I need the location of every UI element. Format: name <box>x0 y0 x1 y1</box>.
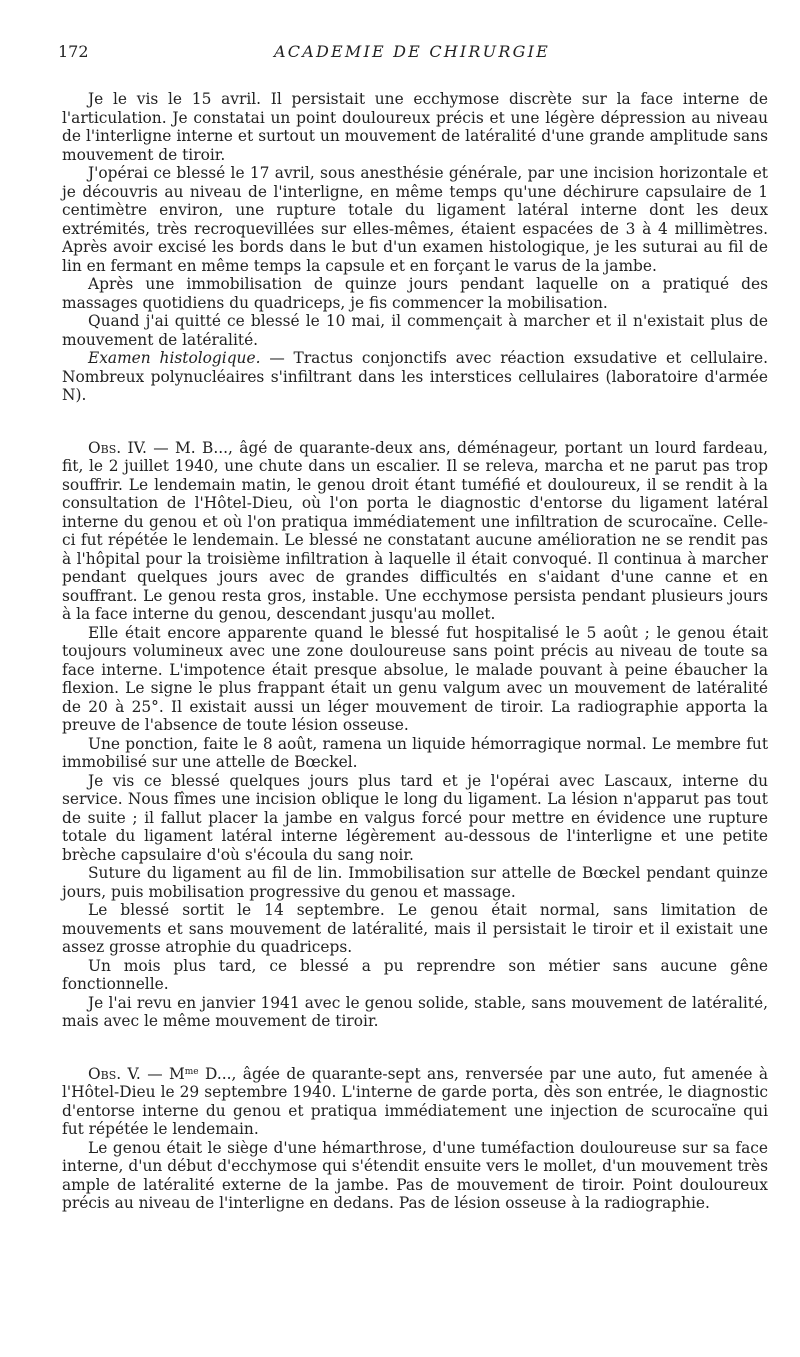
page-header <box>58 42 768 72</box>
page-number: 172 <box>58 42 89 61</box>
paragraph <box>62 994 768 1031</box>
paragraph-text: J'opérai ce blessé le 17 avril, sous anesthésie générale, par une incision horizontale et je découvris au niveau de l'interligne, en même temps qu'une déchirure capsulaire de 1 centimètre environ, une rupture totale du ligament latéral interne dont les deux extrémités, très recroquevillées sur elles-mêmes, étaient espacées de 3 à 4 millimètres. Après avoir excisé les bords dans le but d'un examen histologique, je les suturai au fil de lin en fermant en même temps la capsule et en forçant le varus de la jambe. <box>62 164 768 275</box>
paragraph-histology <box>62 349 768 405</box>
paragraph-text: Après une immobilisation de quinze jours pendant laquelle on a pratiqué des massages quotidiens du quadriceps, je fis commencer la mobilisation. <box>62 275 768 312</box>
paragraph-text: Je vis ce blessé quelques jours plus tard et je l'opérai avec Lascaux, interne du service. Nous fîmes une incision oblique le long du ligament. La lésion n'apparut pas tout de suite ; il fallut placer la jambe en valgus forcé pour mettre en évidence une rupture totale du ligament latéral interne légèrement au-dessous de l'interligne et une petite brèche capsulaire d'où s'écoula du sang noir. <box>62 771 768 864</box>
paragraph-text: Je l'ai revu en janvier 1941 avec le genou solide, stable, sans mouvement de latéralité, mais avec le même mouvement de tiroir. <box>62 993 768 1030</box>
paragraph <box>62 735 768 772</box>
paragraph-text: D..., âgée de quarante-sept ans, renversée par une auto, fut amenée à l'Hôtel-Dieu le 29 septembre 1940. L'interne de garde porta, dès son entrée, le diagnostic d'entorse interne du genou et pratiqua immédiatement une injection de scurocaïne qui fut répétée le lendemain. <box>62 1064 769 1138</box>
paragraph <box>62 624 768 735</box>
paragraph-text: Quand j'ai quitté ce blessé le 10 mai, il commençait à marcher et il n'existait plus de mouvement de latéralité. <box>62 312 768 349</box>
paragraph-text: Le blessé sortit le 14 septembre. Le genou était normal, sans limitation de mouvements et sans mouvement de latéralité, mais il persistait le tiroir et il existait une assez grosse atrophie du quadriceps. <box>62 901 768 956</box>
observation-v <box>62 1065 768 1139</box>
paragraph <box>62 275 768 312</box>
page <box>58 42 769 1213</box>
observation-iv <box>62 439 768 624</box>
paragraph <box>62 864 768 901</box>
article-body <box>62 90 768 1213</box>
title-prefix: — M <box>140 1064 185 1083</box>
paragraph <box>62 957 768 994</box>
paragraph <box>62 772 768 865</box>
paragraph-text: Une ponction, faite le 8 août, ramena un liquide hémorragique normal. Le membre fut immobilisé sur une attelle de Bœckel. <box>62 734 768 771</box>
paragraph-text: Elle était encore apparente quand le blessé fut hospitalisé le 5 août ; le genou était toujours volumineux avec une zone douloureuse sans point précis au niveau de toute sa face interne. L'impotence était presque absolue, le malade pouvant à peine ébaucher la flexion. Le signe le plus frappant était un genu valgum avec un mouvement de latéralité de 20 à 25°. Il existait aussi un léger mouvement de tiroir. La radiographie apporta la preuve de l'absence de toute lésion osseuse. <box>62 623 768 734</box>
paragraph <box>62 1139 768 1213</box>
paragraph-text: Le genou était le siège d'une hémarthrose, d'une tuméfaction douloureuse sur sa face interne, d'un début d'ecchymose qui s'étendit ensuite vers le mollet, d'un mouvement très ample de latéralité externe de la jambe. Pas de mouvement de tiroir. Point douloureux précis au niveau de l'interligne en dedans. Pas de lésion osseuse à la radiographie. <box>62 1138 768 1212</box>
paragraph-text: Un mois plus tard, ce blessé a pu reprendre son métier sans aucune gêne fonctionnelle. <box>62 956 768 993</box>
observation-label: Obs. IV. <box>88 438 147 457</box>
paragraph-text: Suture du ligament au fil de lin. Immobilisation sur attelle de Bœckel pendant quinze jours, puis mobilisation progressive du genou et massage. <box>62 864 768 901</box>
paragraph-text: Je le vis le 15 avril. Il persistait une ecchymose discrète sur la face interne de l'articulation. Je constatai un point douloureux précis et une légère dépression au niveau de l'interligne interne et surtout un mouvement de latéralité d'une grande amplitude sans mouvement de tiroir. <box>62 90 768 164</box>
paragraph <box>62 164 768 275</box>
paragraph-text: — M. B..., âgé de quarante-deux ans, déménageur, portant un lourd fardeau, fit, le 2 juillet 1940, une chute dans un escalier. Il se releva, marcha et ne parut pas trop souffrir. Le lendemain matin, le genou droit étant tuméfié et douloureux, il se rendit à la consultation de l'Hôtel-Dieu, où l'on porta le diagnostic d'entorse du ligament latéral interne du genou et où l'on pratiqua immédiatement une infiltration de scurocaïne. Celle-ci fut répétée le lendemain. Le blessé ne constatant aucune amélioration ne se rendit pas à l'hôpital pour la troisième infiltration à laquelle il était convoqué. Il continua à marcher pendant quelques jours avec de grandes difficultés en s'aidant d'une canne et en souffrant. Le genou resta gros, instable. Une ecchymose persista pendant plusieurs jours à la face interne du genou, descendant jusqu'au mollet. <box>62 438 768 623</box>
observation-label: Obs. V. <box>88 1064 141 1083</box>
histology-lead: Examen histologique. <box>88 349 261 367</box>
running-title: ACADEMIE DE CHIRURGIE <box>274 42 550 61</box>
paragraph <box>62 901 768 957</box>
paragraph <box>62 90 768 164</box>
paragraph-text: — Tractus conjonctifs avec réaction exsudative et cellulaire. Nombreux polynucléaires s'infiltrant dans les interstices cellulaires (laboratoire d'armée N). <box>62 349 768 404</box>
paragraph <box>62 312 768 349</box>
title-superscript: me <box>184 1066 199 1077</box>
